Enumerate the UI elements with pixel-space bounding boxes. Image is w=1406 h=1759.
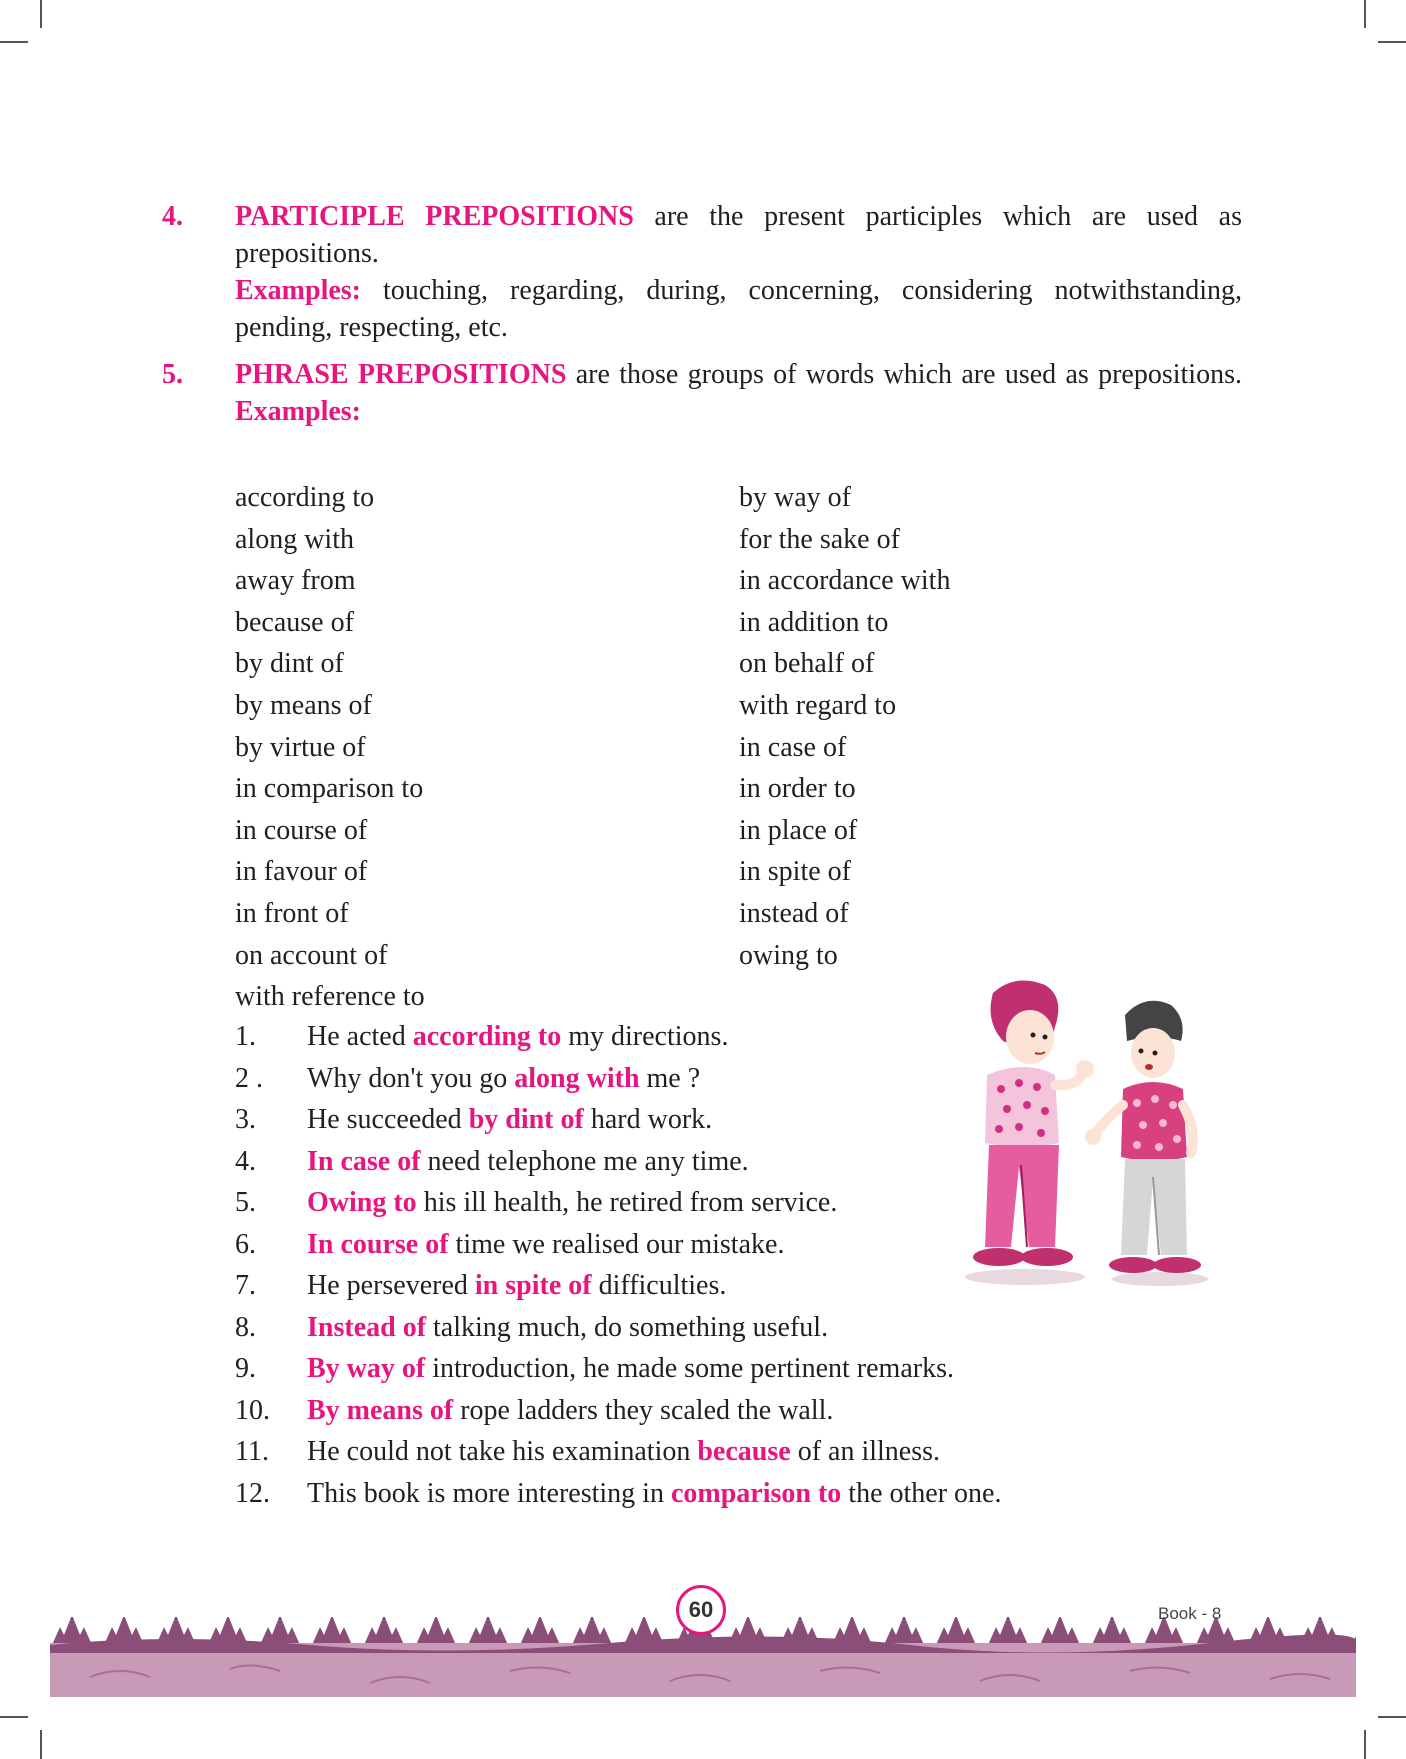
example-sentence <box>235 1307 1001 1349</box>
crop-mark <box>40 0 42 28</box>
term: PHRASE PREPOSITIONS <box>235 359 567 390</box>
phrase-item: in place of <box>739 814 858 846</box>
phrase-item: on account of <box>235 939 388 971</box>
example-sentence <box>235 1099 1001 1141</box>
sentence-text-after: talking much, do something useful. <box>426 1311 829 1343</box>
example-sentence <box>235 1182 1001 1224</box>
highlighted-preposition: Instead of <box>307 1311 427 1343</box>
crop-mark <box>0 1716 28 1718</box>
sentence-number: 9. <box>235 1353 256 1384</box>
sentence-number: 1. <box>235 1021 256 1052</box>
sentence-number: 6. <box>235 1228 256 1260</box>
crop-mark <box>40 1730 42 1759</box>
sentence-number: 5. <box>235 1187 256 1218</box>
highlighted-preposition: In case of <box>307 1145 421 1177</box>
phrase-list-left <box>235 477 425 1018</box>
sentence-text-after: time we realised our mistake. <box>448 1228 785 1260</box>
sentence-text-after: hard work. <box>583 1104 713 1135</box>
highlighted-preposition: comparison to <box>670 1477 842 1509</box>
page-number: 60 <box>676 1585 726 1635</box>
phrase-item: on behalf of <box>739 648 875 680</box>
phrase-item: in comparison to <box>235 773 424 805</box>
crop-mark <box>1378 1716 1406 1718</box>
phrase-item: because of <box>235 606 354 638</box>
phrase-item: owing to <box>739 939 838 971</box>
definition <box>235 356 1242 393</box>
example-sentence <box>235 1390 1001 1432</box>
phrase-item: in order to <box>739 773 856 805</box>
section-phrase-prepositions <box>162 356 1242 430</box>
example-sentence <box>235 1058 1001 1100</box>
sentence-text-after: his ill health, he retired from service. <box>416 1187 838 1218</box>
examples-text: touching, regarding, during, concerning, considering notwithstanding, pending, respecting, etc. <box>235 275 1242 343</box>
phrase-item: in case of <box>739 731 847 763</box>
sentence-number: 11. <box>235 1436 269 1467</box>
definition-text: are the present participles which are used as prepositions. <box>235 201 1242 269</box>
crop-mark <box>1364 0 1366 28</box>
phrase-list-right <box>739 477 950 976</box>
example-sentence <box>235 1265 1001 1307</box>
crop-mark <box>0 41 28 43</box>
section-number: 4. <box>162 201 183 232</box>
sentence-number: 3. <box>235 1104 256 1135</box>
sentence-number: 4. <box>235 1145 256 1177</box>
example-sentences <box>235 1016 1001 1514</box>
phrase-item: according to <box>235 482 375 513</box>
term: PARTICIPLE PREPOSITIONS <box>235 201 634 232</box>
phrase-item: for the sake of <box>739 523 900 555</box>
sentence-number: 12. <box>235 1477 270 1509</box>
highlighted-preposition: along with <box>514 1062 640 1094</box>
example-sentence <box>235 1348 1001 1390</box>
sentence-text-before: He persevered <box>307 1270 475 1301</box>
phrase-item: away from <box>235 565 356 597</box>
highlighted-preposition: because <box>697 1436 791 1467</box>
phrase-item: along with <box>235 523 354 555</box>
highlighted-preposition: Owing to <box>307 1187 417 1218</box>
examples <box>235 393 1242 430</box>
example-sentence <box>235 1473 1001 1515</box>
highlighted-preposition: according to <box>412 1021 562 1052</box>
crop-mark <box>1378 41 1406 43</box>
phrase-item: in spite of <box>739 856 851 888</box>
two-children-illustration <box>955 975 1225 1295</box>
example-sentence <box>235 1224 1001 1266</box>
sentence-number: 10. <box>235 1394 270 1426</box>
book-label: Book - 8 <box>1158 1604 1222 1623</box>
phrase-item: by way of <box>739 482 851 513</box>
phrase-item: in addition to <box>739 606 889 638</box>
highlighted-preposition: By way of <box>307 1353 426 1384</box>
sentence-text-before: He succeeded <box>307 1104 469 1135</box>
crop-mark <box>1364 1730 1366 1759</box>
sentence-text-after: rope ladders they scaled the wall. <box>453 1394 834 1426</box>
phrase-item: with regard to <box>739 689 897 721</box>
sentence-text-after: of an illness. <box>790 1436 940 1467</box>
examples-label: Examples: <box>235 396 361 427</box>
sentence-text-before: This book is more interesting in <box>307 1477 671 1509</box>
sentence-text-before: He could not take his examination <box>307 1436 698 1467</box>
sentence-number: 7. <box>235 1270 256 1301</box>
definition <box>235 198 1242 272</box>
highlighted-preposition: By means of <box>307 1394 454 1426</box>
sentence-text-after: difficulties. <box>591 1270 727 1301</box>
phrase-item: in course of <box>235 814 368 846</box>
phrase-item: by dint of <box>235 648 344 680</box>
phrase-item: with reference to <box>235 981 425 1013</box>
sentence-text-after: need telephone me any time. <box>420 1145 749 1177</box>
phrase-item: in accordance with <box>739 565 951 597</box>
section-number: 5. <box>162 359 183 390</box>
highlighted-preposition: by dint of <box>468 1104 584 1135</box>
phrase-item: by means of <box>235 689 372 721</box>
examples <box>235 272 1242 346</box>
sentence-text-after: me ? <box>639 1062 701 1094</box>
phrase-item: by virtue of <box>235 731 366 763</box>
example-sentence <box>235 1016 1001 1058</box>
definition-text: are those groups of words which are used as prepositions. <box>566 359 1242 390</box>
sentence-text-after: my directions. <box>561 1021 729 1052</box>
section-participle-prepositions <box>162 198 1242 346</box>
phrase-item: instead of <box>739 897 849 929</box>
sentence-text-before: Why don't you go <box>307 1062 515 1094</box>
sentence-text-after: introduction, he made some pertinent remarks. <box>425 1353 954 1384</box>
sentence-number: 8. <box>235 1311 256 1343</box>
highlighted-preposition: In course of <box>307 1228 449 1260</box>
highlighted-preposition: in spite of <box>474 1270 592 1301</box>
phrase-item: in front of <box>235 897 349 929</box>
example-sentence <box>235 1431 1001 1473</box>
sentence-text-before: He acted <box>307 1021 413 1052</box>
phrase-item: in favour of <box>235 856 368 888</box>
examples-label: Examples: <box>235 275 361 306</box>
sentence-number: 2 . <box>235 1062 263 1094</box>
example-sentence <box>235 1141 1001 1183</box>
sentence-text-after: the other one. <box>841 1477 1002 1509</box>
